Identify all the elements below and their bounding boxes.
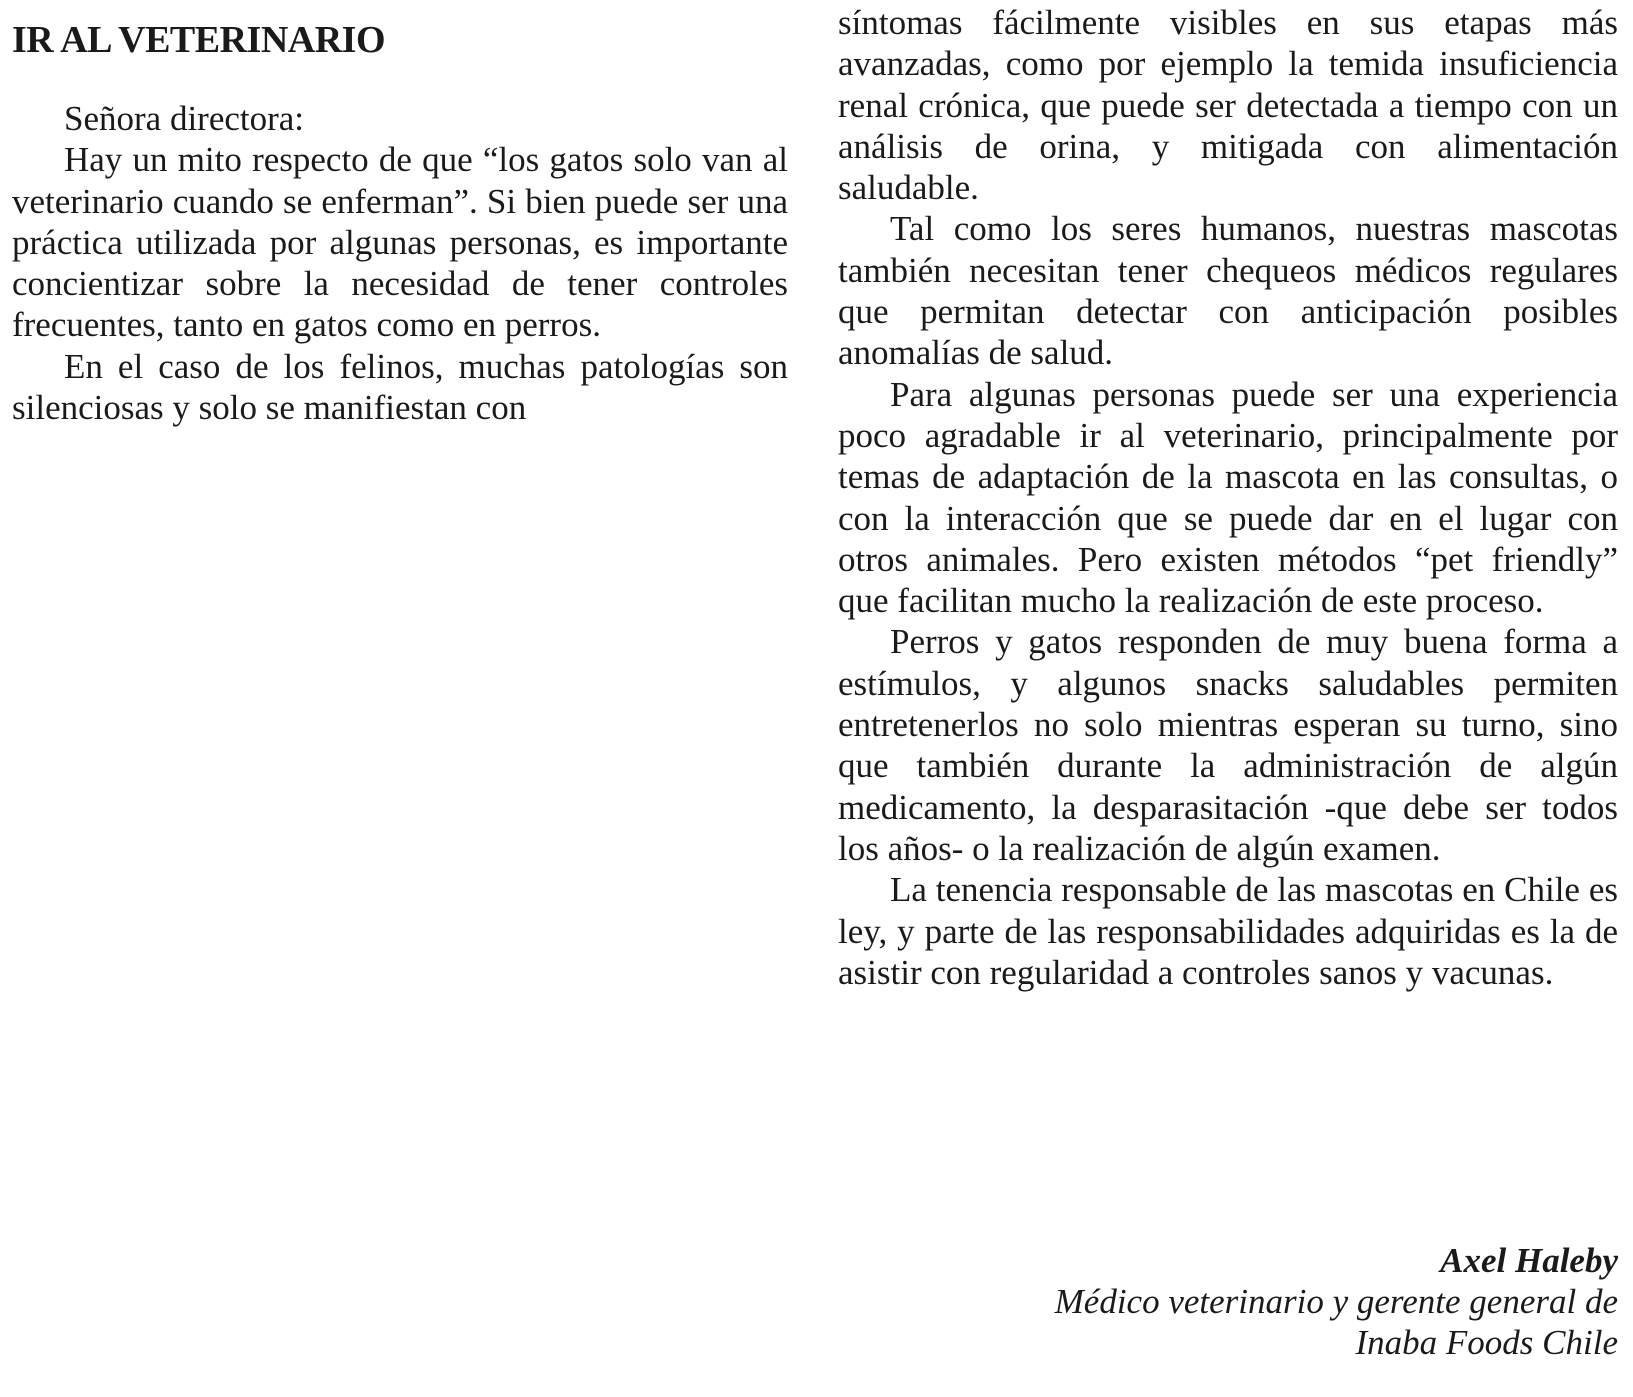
paragraph-2: En el caso de los felinos, muchas patologías son silenciosas y solo se manifiestan con — [12, 346, 788, 428]
right-column — [838, 2, 1618, 993]
paragraph-2-continuation: síntomas fácilmente visibles en sus etapas más avanzadas, como por ejemplo la temida insuficiencia renal crónica, que puede ser detectada a tiempo con un análisis de orina, y mitigada con alimentación saludable. — [838, 3, 1618, 208]
paragraph-1: Hay un mito respecto de que “los gatos solo van al veterinario cuando se enferman”. Si bien puede ser una práctica utilizada por algunas personas, es importante concientizar sobre la necesidad de tener controles frecuentes, tanto en gatos como en perros. — [12, 140, 788, 345]
salutation: Señora directora: — [64, 99, 305, 138]
author-role-line-2: Inaba Foods Chile — [1355, 1323, 1618, 1362]
left-column — [12, 18, 788, 428]
signature-block — [1055, 1240, 1618, 1363]
paragraph-4: Para algunas personas puede ser una experiencia poco agradable ir al veterinario, principalmente por temas de adaptación de la mascota en las consultas, o con la interacción que se puede dar en el lugar con otros animales. Pero existen métodos “pet friendly” que facilitan mucho la realización de este proceso. — [838, 374, 1618, 621]
headline: IR AL VETERINARIO — [12, 19, 386, 61]
paragraph-3: Tal como los seres humanos, nuestras mascotas también necesitan tener chequeos médicos regulares que permitan detectar con anticipación posibles anomalías de salud. — [838, 209, 1618, 373]
author-role-line-1: Médico veterinario y gerente general de — [1054, 1282, 1618, 1321]
paragraph-5: Perros y gatos responden de muy buena forma a estímulos, y algunos snacks saludables permiten entretenerlos no solo mientras esperan su turno, sino que también durante la administración de algún medicamento, la desparasitación -que debe ser todos los años- o la realización de algún examen. — [838, 622, 1618, 868]
author-name: Axel Haleby — [1440, 1241, 1618, 1280]
paragraph-6: La tenencia responsable de las mascotas en Chile es ley, y parte de las responsabilidades adquiridas es la de asistir con regularidad a controles sanos y vacunas. — [838, 870, 1618, 992]
